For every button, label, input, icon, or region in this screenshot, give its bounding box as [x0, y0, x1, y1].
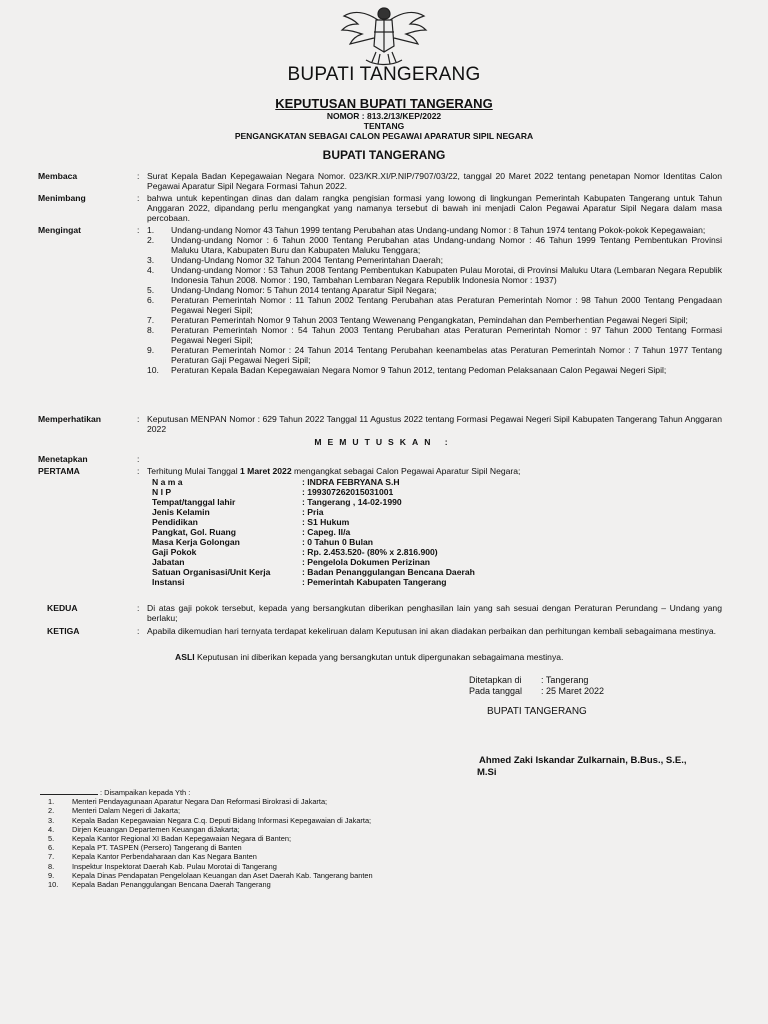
pertama-intro: Terhitung Mulai Tanggal 1 Maret 2022 mengangkat sebagai Calon Pegawai Aparatur Sipil Negara; [147, 466, 521, 476]
issuer-heading: BUPATI TANGERANG [322, 148, 446, 162]
mengingat-label: Mengingat [38, 225, 81, 235]
signatory-title: M.Si [477, 767, 497, 778]
colon: : [137, 603, 140, 613]
signatory-name: Ahmed Zaki Iskandar Zulkarnain, B.Bus., S.E., [479, 755, 687, 766]
list-item: 2. Menteri Dalam Negeri di Jakarta; [48, 806, 181, 816]
colon: : [137, 466, 140, 476]
membaca-label: Membaca [38, 171, 78, 181]
list-item: 4. Dirjen Keuangan Departemen Keuangan diJakarta; [48, 824, 240, 834]
list-item: 9. Kepala Dinas Pendapatan Pengelolaan Keuangan dan Aset Daerah Kab. Tangerang banten [48, 870, 373, 880]
list-item: 9. Peraturan Pemerintah Nomor : 24 Tahun 2014 Tentang Perubahan keenambelas atas Peraturan Pemerintah Nomor : 7 Tahun 1977 Tentang Peraturan Gaji Pegawai Negeri Sipil; [147, 345, 722, 365]
kedua-label: KEDUA [47, 603, 78, 613]
list-item: 10. Peraturan Kepala Badan Kepegawaian Negara Nomor 9 Tahun 2012, tentang Pedoman Pelaksanaan Calon Pegawai Negeri Sipil; [147, 365, 667, 375]
colon: : [137, 171, 140, 181]
signature-office: BUPATI TANGERANG [487, 706, 587, 717]
office-heading: BUPATI TANGERANG [287, 64, 481, 85]
list-item: 10. Kepala Badan Penanggulangan Bencana Daerah Tangerang [48, 880, 271, 890]
list-item: 2. Undang-undang Nomor : 6 Tahun 2000 Tentang Perubahan atas Undang-undang Nomor : 46 Tahun 1999 Tentang Pembentukan Provinsi Maluku Utara, Kabupaten Buru dan Kabupaten Maluku Tenggara; [147, 235, 722, 255]
list-item: 8. Peraturan Pemerintah Nomor : 54 Tahun 2003 Tentang Perubahan atas Peraturan Pemerintah Nomor : 97 Tahun 2000 Tentang Formasi Pegawai Negeri Sipil; [147, 325, 722, 345]
detail-row: Pendidikan : S1 Hukum [152, 517, 350, 527]
detail-row: Satuan Organisasi/Unit Kerja : Badan Penanggulangan Bencana Daerah [152, 567, 475, 577]
about-label: TENTANG [363, 121, 405, 131]
colon: : [137, 626, 140, 636]
mengingat-list [147, 225, 722, 375]
detail-row: Pangkat, Gol. Ruang : Capeg. II/a [152, 527, 351, 537]
detail-row: Tempat/tanggal lahir : Tangerang , 14-02-1990 [152, 497, 402, 507]
kedua-text: Di atas gaji pokok tersebut, kepada yang bersangkutan diberikan penghasilan lain yang sah sesuai dengan Peraturan Perundang – Undang yang berlaku; [147, 603, 722, 623]
list-item: 5. Kepala Kantor Regional XI Badan Kepegawaian Negara di Banten; [48, 834, 292, 844]
detail-row: Jenis Kelamin : Pria [152, 507, 324, 517]
decree-title: KEPUTUSAN BUPATI TANGERANG [275, 96, 493, 111]
place-value: : Tangerang [541, 675, 589, 685]
detail-row: Jabatan : Pengelola Dokumen Perizinan [152, 557, 430, 567]
memperhatikan-label: Memperhatikan [38, 414, 102, 424]
list-item: 5. Undang-Undang Nomor: 5 Tahun 2014 tentang Aparatur Sipil Negara; [147, 285, 437, 295]
detail-row: N I P : 199307262015031001 [152, 487, 394, 497]
place-label: Ditetapkan di [469, 675, 522, 685]
list-item: 6. Kepala PT. TASPEN (Persero) Tangerang di Banten [48, 843, 242, 853]
list-item: 4. Undang-undang Nomor : 53 Tahun 2008 Tentang Pembentukan Kabupaten Pulau Morotai, di Provinsi Maluku Utara (Lembaran Negara Republik Indonesia Tahun 2008. Nomor : 190, Tambahan Lembaran Negara Republik Indonesia Nomor : 1937) [147, 265, 722, 285]
decree-number: NOMOR : 813.2/13/KEP/2022 [326, 111, 442, 121]
distribution-header: : Disampaikan kepada Yth : [40, 788, 560, 797]
list-item: 7. Kepala Kantor Perbendaharaan dan Kas Negara Banten [48, 852, 257, 862]
colon: : [137, 193, 140, 203]
employee-details [152, 477, 712, 587]
list-item: 1. Menteri Pendayagunaan Aparatur Negara Dan Reformasi Birokrasi di Jakarta; [48, 797, 328, 807]
ketiga-label: KETIGA [47, 626, 80, 636]
menimbang-text: bahwa untuk kepentingan dinas dan dalam rangka pengisian formasi yang lowong di lingkungan Pemerintah Kabupaten Tangerang untuk Tahun Anggaran 2022, dipandang perlu mengangkat yang namanya tersebut di bawah ini menjadi Calon Pegawai Aparatur Sipil Negara dalam masa percobaan. [147, 193, 722, 223]
list-item: 6. Peraturan Pemerintah Nomor : 11 Tahun 2002 Tentang Perubahan atas Peraturan Pemerintah Nomor : 98 Tahun 2000 Tentang Pengadaan Pegawai Negeri Sipil; [147, 295, 722, 315]
memperhatikan-text: Keputusan MENPAN Nomor : 629 Tahun 2022 Tanggal 11 Agustus 2022 tentang Formasi Pegawai Negeri Sipil Kabupaten Tangerang Tahun Anggaran 2022 [147, 414, 722, 434]
detail-row: Gaji Pokok : Rp. 2.453.520- (80% x 2.816.900) [152, 547, 438, 557]
menimbang-label: Menimbang [38, 193, 86, 203]
menetapkan-label: Menetapkan [38, 454, 88, 464]
pertama-label: PERTAMA [38, 466, 80, 476]
ketiga-text: Apabila dikemudian hari ternyata terdapat kekeliruan dalam Keputusan ini akan diadakan perbaikan dan perhitungan kembali sebagaimana mestinya. [147, 626, 716, 636]
list-item: 1. Undang-undang Nomor 43 Tahun 1999 tentang Perubahan atas Undang-undang Nomor : 8 Tahun 1974 tentang Pokok-pokok Kepegawaian; [147, 225, 706, 235]
date-label: Pada tanggal [469, 686, 523, 696]
decree-subject: PENGANGKATAN SEBAGAI CALON PEGAWAI APARATUR SIPIL NEGARA [234, 131, 534, 141]
colon: : [137, 454, 140, 464]
list-item: 3. Undang-Undang Nomor 32 Tahun 2004 Tentang Pemerintahan Daerah; [147, 255, 444, 265]
detail-row: Masa Kerja Golongan : 0 Tahun 0 Bulan [152, 537, 373, 547]
detail-row: Instansi : Pemerintah Kabupaten Tangerang [152, 577, 447, 587]
list-item: 8. Inspektur Inspektorat Daerah Kab. Pulau Morotai di Tangerang [48, 861, 277, 871]
list-item: 7. Peraturan Pemerintah Nomor 9 Tahun 2003 Tentang Wewenang Pengangkatan, Pemindahan dan Pemberhentian Pegawai Negeri Sipil; [147, 315, 688, 325]
detail-row: N a m a : INDRA FEBRYANA S.H [152, 477, 400, 487]
memutuskan-heading: MEMUTUSKAN : [314, 437, 454, 447]
list-item: 3. Kepala Badan Kepegawaian Negara C.q. Deputi Bidang Informasi Kepegawaian di Jakarta; [48, 815, 372, 825]
asli-text: ASLI Keputusan ini diberikan kepada yang bersangkutan untuk dipergunakan sebagaimana mestinya. [175, 652, 564, 662]
membaca-text: Surat Kepala Badan Kepegawaian Negara Nomor. 023/KR.XI/P.NIP/7907/03/22, tanggal 20 Maret 2022 tentang penetapan Nomor Identitas Calon Pegawai Aparatur Sipil Negara Formasi Tahun 2022. [147, 171, 722, 191]
distribution-list [40, 788, 560, 889]
colon: : [137, 414, 140, 424]
colon: : [137, 225, 140, 235]
garuda-emblem-icon [336, 2, 432, 68]
date-value: : 25 Maret 2022 [541, 686, 605, 696]
